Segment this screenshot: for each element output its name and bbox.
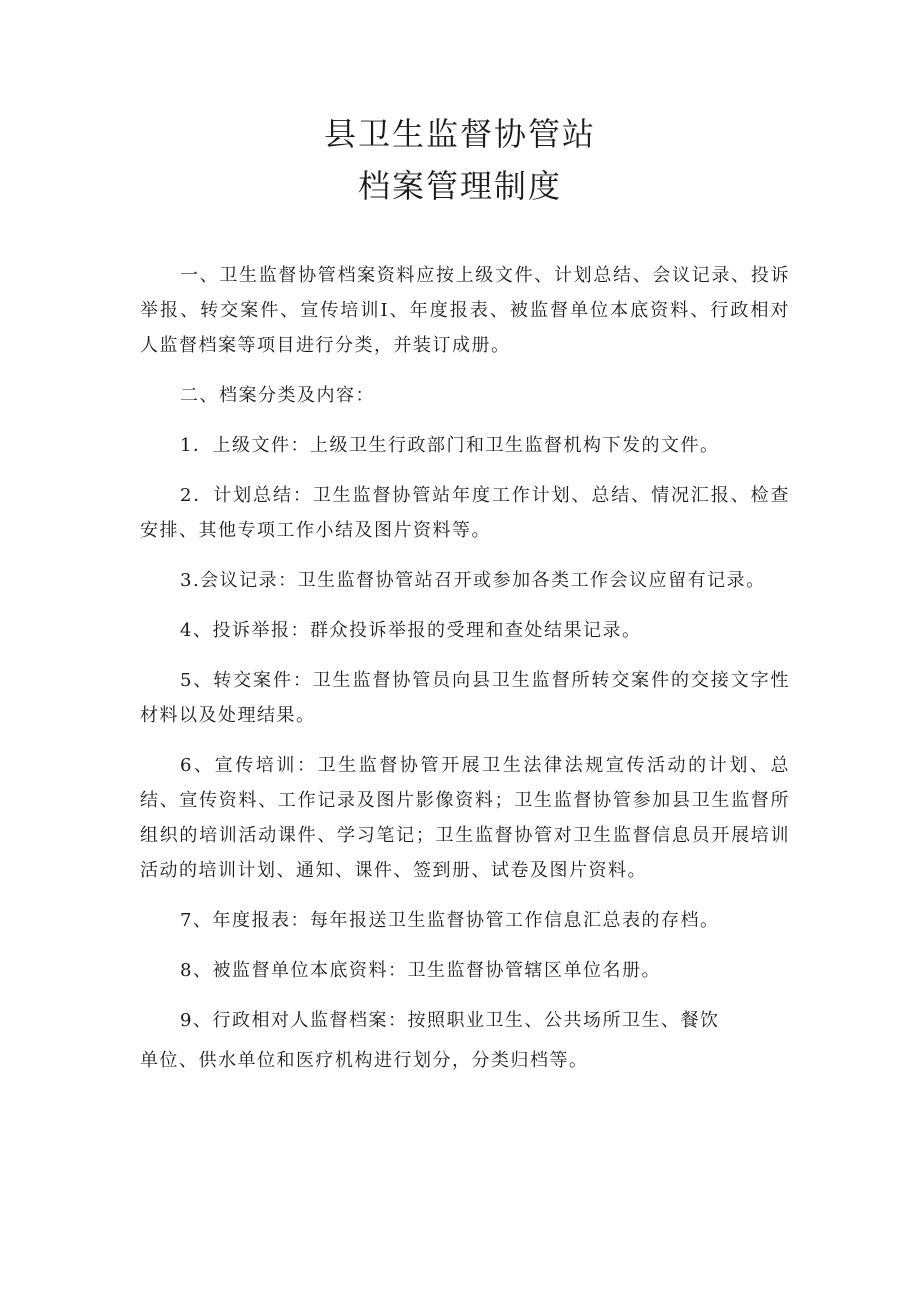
paragraph-11: 9、行政相对人监督档案：按照职业卫生、公共场所卫生、餐饮 <box>180 1010 720 1031</box>
document-body <box>140 258 790 1093</box>
paragraph-7: 5、转交案件：卫生监督协管员向县卫生监督所转交案件的交接文字性材料以及处理结果。 <box>140 670 790 726</box>
paragraph-8: 6、宣传培训：卫生监督协管开展卫生法律法规宣传活动的计划、总结、宣传资料、工作记录及图片影像资料；卫生监督协管参加县卫生监督所组织的培训活动课件、学习笔记；卫生监督协管对卫生监督信息员开展培训活动的培训计划、通知、课件、签到册、试卷及图片资料。 <box>140 755 790 881</box>
paragraph-2: 二、档案分类及内容： <box>180 385 375 406</box>
title-line-2: 档案管理制度 <box>357 167 562 205</box>
document-title <box>0 108 920 212</box>
title-line-1: 县卫生监督协管站 <box>323 115 596 153</box>
paragraph-6: 4、投诉举报：群众投诉举报的受理和查处结果记录。 <box>180 620 642 641</box>
paragraph-11-continuation: 单位、供水单位和医疗机构进行划分，分类归档等。 <box>140 1050 589 1071</box>
paragraph-10: 8、被监督单位本底资料：卫生监督协管辖区单位名册。 <box>180 960 661 981</box>
paragraph-9: 7、年度报表：每年报送卫生监督协管工作信息汇总表的存档。 <box>180 910 720 931</box>
paragraph-5: 3.会议记录：卫生监督协管站召开或参加各类工作会议应留有记录。 <box>180 570 766 591</box>
paragraph-4: 2．计划总结：卫生监督协管站年度工作计划、总结、情况汇报、检查安排、其他专项工作小结及图片资料等。 <box>140 485 790 541</box>
paragraph-1: 一、卫生监督协管档案资料应按上级文件、计划总结、会议记录、投诉举报、转交案件、宣传培训Ⅰ、年度报表、被监督单位本底资料、行政相对人监督档案等项目进行分类，并装订成册。 <box>140 265 790 356</box>
paragraph-3: 1．上级文件：上级卫生行政部门和卫生监督机构下发的文件。 <box>180 435 720 456</box>
